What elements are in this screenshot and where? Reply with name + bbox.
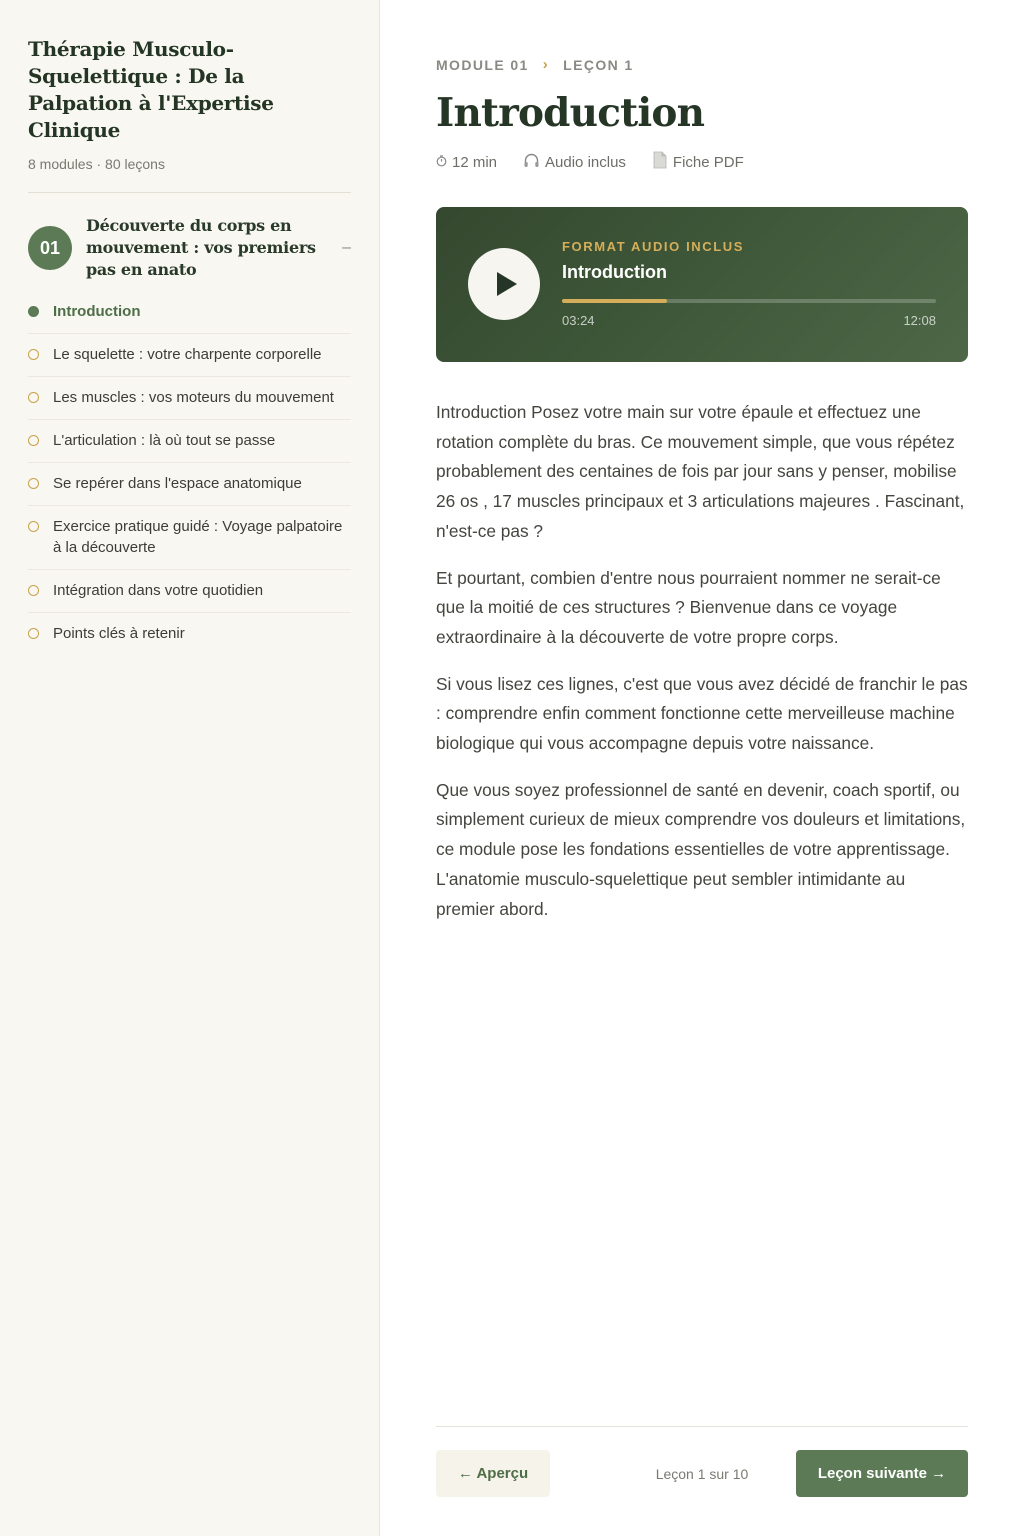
audio-total-time: 12:08: [903, 313, 936, 328]
audio-time-row: [562, 313, 936, 328]
lesson-status-icon: [28, 521, 39, 532]
main-content: [436, 0, 968, 941]
breadcrumb: [436, 56, 968, 73]
course-meta: 8 modules · 80 leçons: [28, 156, 165, 172]
lesson-count: Leçon 1 sur 10: [655, 1466, 749, 1482]
lesson-item[interactable]: [28, 463, 351, 506]
lesson-item[interactable]: [28, 506, 351, 570]
play-button[interactable]: [468, 248, 540, 320]
duration-label: 12 min: [452, 153, 498, 171]
audio-label: Audio inclus: [545, 153, 626, 171]
pdf-label[interactable]: Fiche PDF: [672, 153, 744, 171]
sidebar-divider: [28, 192, 351, 193]
lesson-item[interactable]: [28, 377, 351, 420]
course-title: Thérapie Musculo-Squelettique : De la Palpation à l'Expertise Clinique: [28, 37, 274, 142]
sidebar: [0, 0, 380, 1536]
audio-progress-fill: [562, 299, 667, 303]
lesson-item[interactable]: [28, 334, 351, 377]
lesson-label: Points clés à retenir: [53, 625, 185, 642]
breadcrumb-module[interactable]: MODULE 01: [436, 56, 529, 73]
content-paragraph: Si vous lisez ces lignes, c'est que vous avez décidé de franchir le pas : comprendre enfin comment fonctionne cette merveilleuse machine biologique qui vous accompagne depuis votre naissance.: [436, 673, 968, 754]
content-paragraph: Et pourtant, combien d'entre nous pourraient nommer ne serait-ce que la moitié de ces structures ? Bienvenue dans ce voyage extraordinaire à la découverte de votre propre corps.: [436, 567, 941, 647]
lesson-item[interactable]: [28, 301, 351, 334]
headphones-icon: [523, 152, 540, 173]
lesson-label: L'articulation : là où tout se passe: [53, 432, 276, 449]
lesson-content: [436, 398, 968, 924]
lesson-status-icon: [28, 628, 39, 639]
lesson-label: Les muscles : vos moteurs du mouvement: [53, 389, 334, 406]
next-lesson-button[interactable]: Leçon suivante →: [796, 1450, 968, 1497]
audio-progress-bar[interactable]: [562, 299, 936, 303]
module-header[interactable]: [28, 215, 351, 281]
duration-meta: [436, 154, 497, 171]
audio-kicker: FORMAT AUDIO INCLUS: [562, 239, 745, 254]
content-paragraph: Introduction Posez votre main sur votre épaule et effectuez une rotation complète du bras. Ce mouvement simple, que vous répétez probablement des centaines de fois par jour sans y penser, mobilise 26 os , 17 muscles principaux et 3 articulations majeures . Fascinant, n'est-ce pas ?: [436, 402, 965, 541]
collapse-icon[interactable]: –: [342, 239, 351, 256]
audio-player: [436, 207, 968, 362]
audio-meta: [523, 152, 626, 173]
lesson-status-icon: [28, 392, 39, 403]
lesson-label: Se repérer dans l'espace anatomique: [53, 475, 302, 492]
lesson-status-icon: [28, 349, 39, 360]
module-title: Découverte du corps en mouvement : vos premiers pas en anato: [86, 216, 316, 279]
previous-button[interactable]: ← Aperçu: [436, 1450, 550, 1497]
lesson-item[interactable]: [28, 420, 351, 463]
lesson-footer: [436, 1426, 968, 1536]
content-paragraph: Que vous soyez professionnel de santé en devenir, coach sportif, ou simplement curieux de mieux comprendre vos douleurs et limitations, ce module pose les fondations essentielles de votre apprentissage. L'anatomie musculo-squelettique peut sembler intimidante au premier abord.: [436, 779, 966, 919]
lesson-item[interactable]: [28, 570, 351, 613]
lesson-label: Le squelette : votre charpente corporelle: [53, 346, 322, 363]
breadcrumb-separator-icon: ›: [542, 56, 550, 73]
lesson-item[interactable]: [28, 613, 351, 655]
current-lesson-icon: [28, 306, 39, 317]
lesson-status-icon: [28, 585, 39, 596]
lesson-label: Exercice pratique guidé : Voyage palpatoire à la découverte: [53, 518, 343, 556]
lesson-title: Introduction: [436, 90, 705, 136]
audio-title: Introduction: [562, 262, 667, 282]
audio-current-time: 03:24: [562, 313, 595, 328]
breadcrumb-lesson: LEÇON 1: [563, 56, 634, 73]
document-icon: [652, 151, 668, 173]
stopwatch-icon: [436, 154, 447, 171]
lesson-list: [28, 301, 351, 655]
module-number-badge: 01: [28, 226, 72, 270]
lesson-status-icon: [28, 478, 39, 489]
lesson-label: Intégration dans votre quotidien: [53, 582, 264, 599]
play-icon: [497, 272, 517, 296]
lesson-label: Introduction: [53, 303, 141, 320]
lesson-status-icon: [28, 435, 39, 446]
pdf-meta[interactable]: [652, 151, 744, 173]
lesson-meta: [436, 151, 968, 173]
